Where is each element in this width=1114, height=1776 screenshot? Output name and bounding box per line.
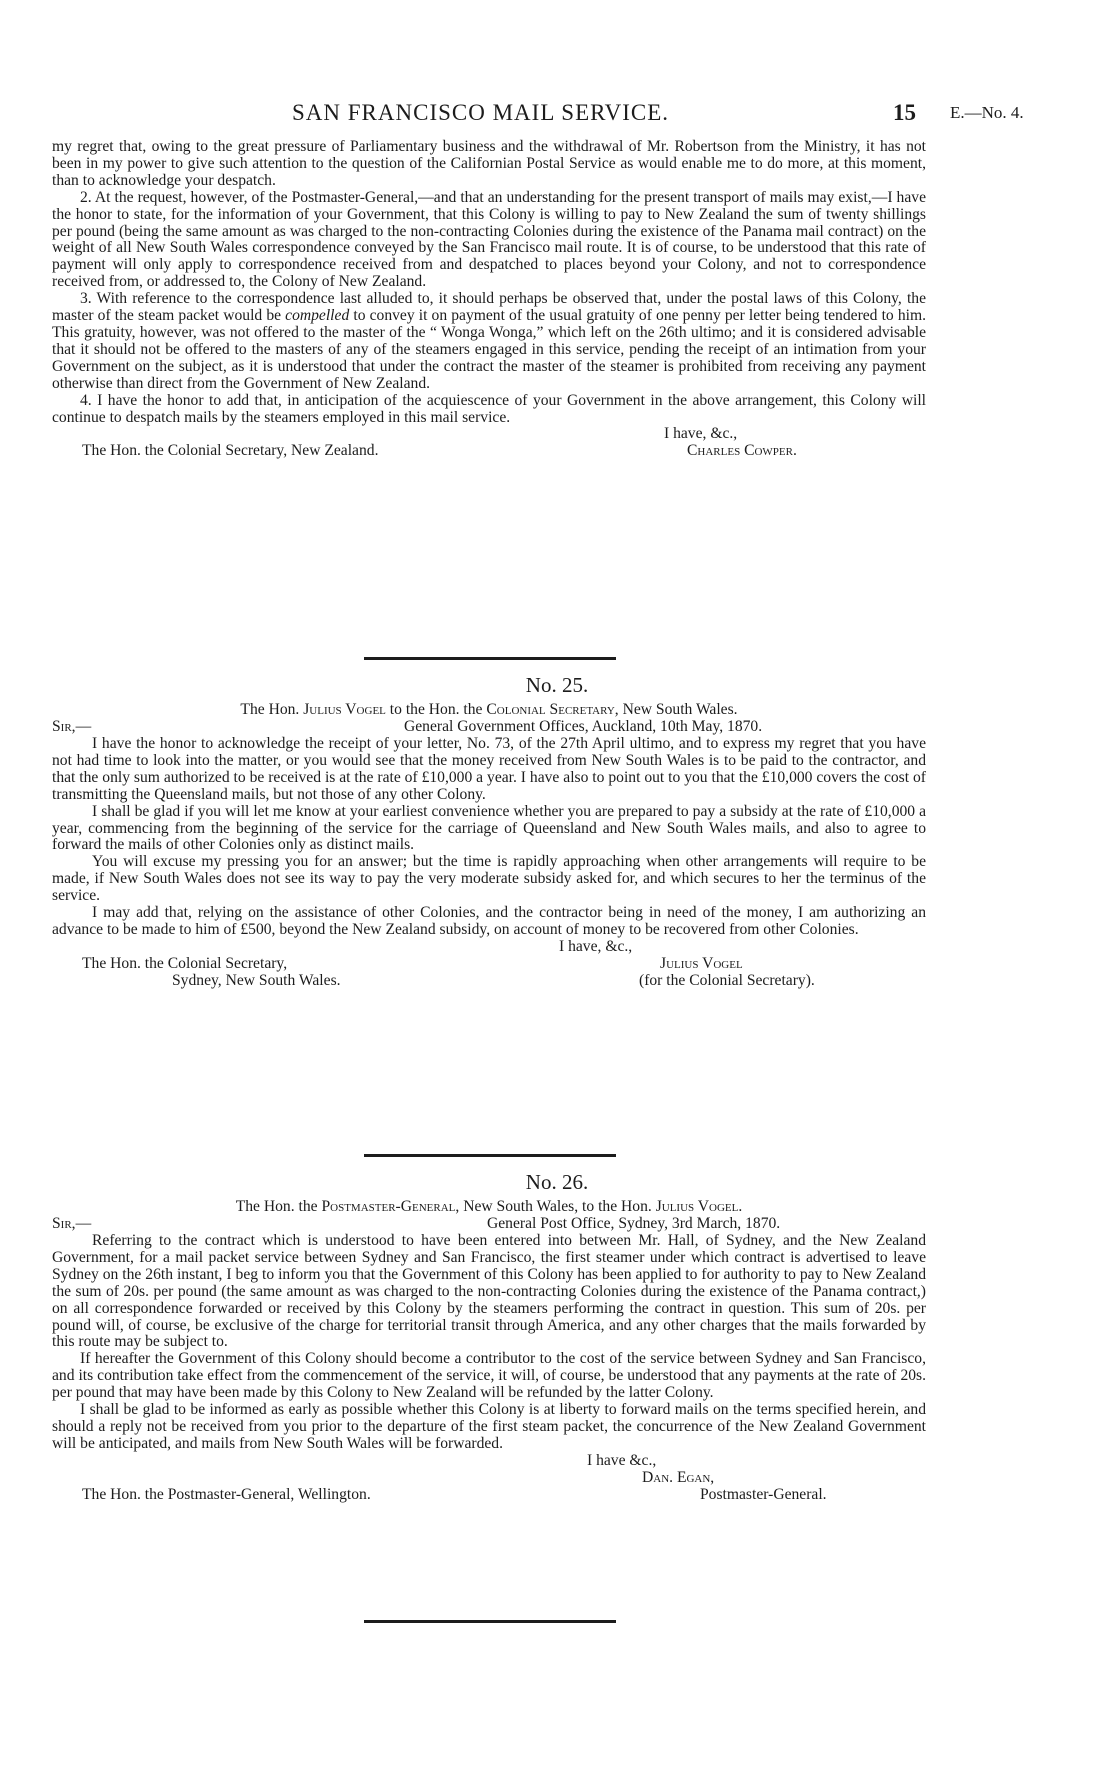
- salutation: Sir,—: [52, 1215, 92, 1232]
- paragraph: I shall be glad to be informed as early as possible whether this Colony is at liberty to forward mails on the terms specified herein, and should a reply not be received from you prior to the departure of the first steam packet, the concurrence of the New Zealand Government will be anticipated, and mails from New South Wales will be forwarded.: [52, 1401, 926, 1452]
- closing: I have, &c.,: [559, 937, 633, 955]
- emphasis: compelled: [285, 307, 350, 325]
- paragraph: my regret that, owing to the great pressure of Parliamentary business and the withdrawal of Mr. Robertson from the Ministry, it has not been in my power to give such attention to the question of the Californian Postal Service as would enable me to do more, at this moment, than to acknowledge your despatch.: [52, 138, 926, 189]
- section-rule: [364, 657, 616, 660]
- signature-note: (for the Colonial Secretary).: [639, 971, 815, 989]
- letter-number-heading: No. 25.: [525, 673, 589, 697]
- signature: Charles Cowper.: [687, 442, 797, 460]
- paragraph: 2. At the request, however, of the Postmaster-General,—and that an understanding for the present transport of mails may exist,—I have the honor to state, for the information of your Government, that this Colony is willing to pay to New Zealand the sum of twenty shillings per pound (being the same amount as was charged to the non-contracting Colonies during the existence of the Panama mail contract) on the weight of all New South Wales correspondence conveyed by the San Francisco mail route. It is of course, to be understood that this rate of payment will only apply to correspondence received from and despatched to places beyond your Colony, and not to correspondence received from, or addressed to, the Colony of New Zealand.: [52, 188, 926, 291]
- page-title: SAN FRANCISCO MAIL SERVICE.: [292, 100, 670, 125]
- paragraph: I have the honor to acknowledge the receipt of your letter, No. 73, of the 27th April ultimo, and to express my regret that you have not had time to look into the matter, or you would see that the money received from New South Wales is to be paid to the contractor, and that the only sum authorized to be received is at the rate of £10,000 a year. I have also to point out to you that the £10,000 covers the cost of transmitting the Queensland mails, but not those of any other Colony.: [52, 735, 926, 803]
- heading-text: , New South Wales, to the Hon.: [455, 1198, 656, 1215]
- paragraph-text: 3. With reference to the correspondence last alluded to, it should perhaps be observed that, under the postal laws of this Colony, the master of the steam packet would be: [52, 290, 926, 325]
- heading-text: The Hon. the: [235, 1198, 322, 1215]
- paragraph: Referring to the contract which is understood to have been entered into between Mr. Hall, of Sydney, and the New Zealand Government, for a mail packet service between Sydney and San Francisco, the first steamer under which contract is advertised to leave Sydney on the 26th instant, I beg to inform you that the Government of this Colony has been applied to for authority to pay to New Zealand the sum of 20s. per pound (the same amount as was charged to the non-contracting Colonies during the existence of the Panama contract,) on all correspondence forwarded or received by this Colony by the steamers performing the contract in question. This sum of 20s. per pound will, of course, be exclusive of the charge for territorial transit through America, and any other charges that the mails forwarded by this route may be subject to.: [52, 1232, 926, 1351]
- running-head: [0, 100, 1114, 132]
- addressee: The Hon. the Colonial Secretary,: [82, 954, 288, 972]
- section-rule: [364, 1620, 616, 1623]
- closing-row: [52, 939, 926, 956]
- addressee: The Hon. the Colonial Secretary, New Zealand.: [82, 442, 379, 460]
- letter-24-continuation: [52, 139, 926, 460]
- recipient-office: Colonial Secretary: [486, 701, 615, 718]
- letter-heading: [52, 1198, 926, 1216]
- paragraph: I may add that, relying on the assistance of other Colonies, and the contractor being in need of the money, I am authorizing an advance to be made to him of £500, beyond the New Zealand subsidy, on account of money to be recovered from other Colonies.: [52, 904, 926, 938]
- salutation: Sir,—: [52, 718, 92, 735]
- paragraph: If hereafter the Government of this Colony should become a contributor to the cost of the service between Sydney and San Francisco, and its contribution take effect from the commencement of the service, it will, of course, be understood that any payments at the rate of 20s. per pound that may have been made by this Colony to New Zealand will be refunded by the latter Colony.: [52, 1350, 926, 1402]
- paragraph: You will excuse my pressing you for an answer; but the time is rapidly approaching when other arrangements will require to be made, if New South Wales does not see its way to pay the very moderate subsidy asked for, and which secures to her the terminus of the service.: [52, 853, 926, 905]
- addressee-row: [52, 973, 926, 990]
- heading-text: .: [738, 1198, 743, 1215]
- paragraph: [52, 291, 926, 392]
- place-date: General Government Offices, Auckland, 10th May, 1870.: [404, 718, 763, 735]
- addressee-row: [52, 956, 926, 973]
- recipient-name: Julius Vogel: [655, 1198, 739, 1215]
- addressee: The Hon. the Postmaster-General, Wellington.: [82, 1485, 371, 1503]
- heading-text: , New South Wales.: [614, 701, 738, 718]
- closing: I have &c.,: [587, 1451, 657, 1469]
- sender-office: Postmaster-General: [321, 1198, 456, 1215]
- addressee-row: [52, 443, 926, 460]
- heading-text: The Hon.: [240, 701, 304, 718]
- addressee-row: [52, 1487, 926, 1504]
- section-rule: [364, 1154, 616, 1157]
- addressee-location: Sydney, New South Wales.: [172, 971, 341, 989]
- paragraph: I shall be glad if you will let me know at your earliest convenience whether you are prepared to pay a subsidy at the rate of £10,000 a year, commencing from the beginning of the service for the carriage of Queensland and New South Wales mails, and also to agree to forward the mails of other Colonies only as distinct mails.: [52, 802, 926, 854]
- signature-row: [52, 1470, 926, 1487]
- letter-number-heading: No. 26.: [525, 1170, 589, 1194]
- letter-heading: [52, 701, 926, 719]
- closing: I have, &c.,: [664, 425, 738, 443]
- heading-text: to the Hon. the: [385, 701, 487, 718]
- page-number: 15: [893, 100, 916, 125]
- salutation-row: [52, 1216, 926, 1233]
- salutation-row: [52, 719, 926, 736]
- place-date: General Post Office, Sydney, 3rd March, 1870.: [487, 1215, 781, 1232]
- paragraph-text: to convey it on payment of the usual gratuity of one penny per letter being tendered to him. This gratuity, however, was not offered to the master of the “ Wonga Wonga,” which left on the 26th ultimo; and it is considered advisable that it should not be offered to the masters of any of the steamers engaged in this service, pending the receipt of an intimation from your Government on the subject, as it is understood that under the contract the master of the steamer is prohibited from receiving any payment otherwise than direct from the Government of New Zealand.: [52, 307, 926, 392]
- signature: Julius Vogel: [660, 954, 743, 972]
- closing-row: [52, 1453, 926, 1470]
- document-reference: E.—No. 4.: [950, 103, 1024, 122]
- letter-25-body: [52, 719, 926, 990]
- closing-row: [52, 426, 926, 443]
- letter-26-body: [52, 1216, 926, 1504]
- sender-name: Julius Vogel: [303, 701, 386, 718]
- signature: Dan. Egan,: [642, 1468, 715, 1486]
- signature-title: Postmaster-General.: [700, 1485, 827, 1503]
- paragraph: 4. I have the honor to add that, in anticipation of the acquiescence of your Government in the above arrangement, this Colony will continue to despatch mails by the steamers employed in this mail service.: [52, 391, 926, 426]
